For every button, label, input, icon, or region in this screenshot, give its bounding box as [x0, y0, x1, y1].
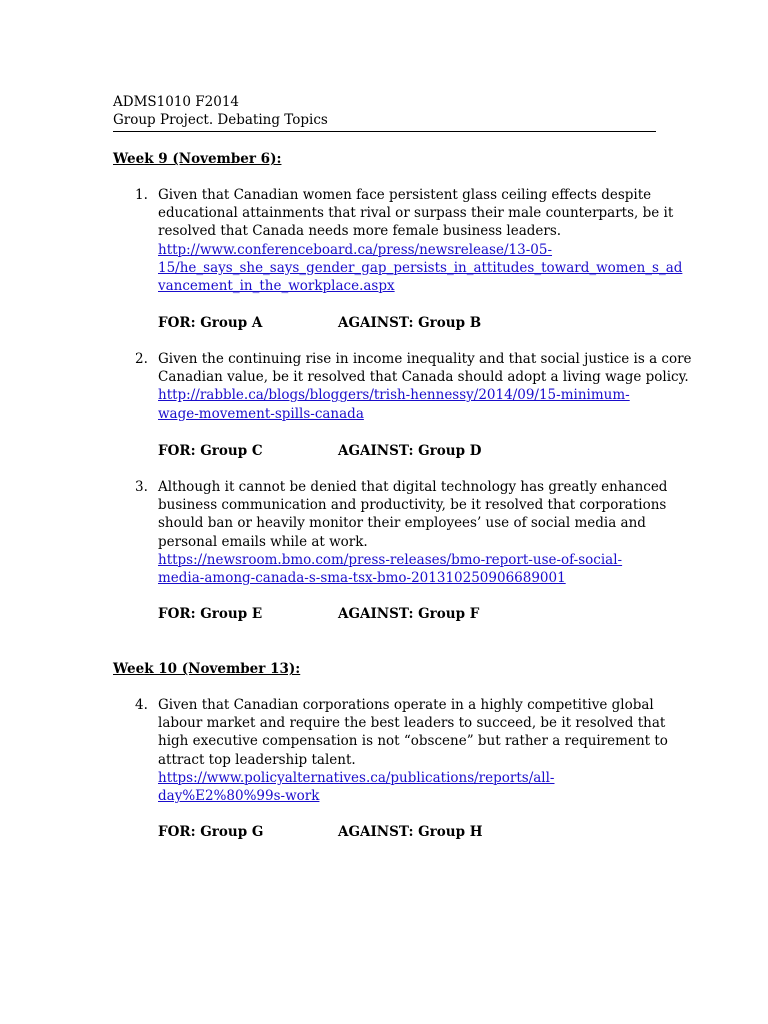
topic-text-line: should ban or heavily monitor their employees’ use of social media and	[158, 515, 646, 532]
topic-text-line: personal emails while at work.	[158, 533, 368, 550]
reference-link[interactable]: wage-movement-spills-canada	[158, 405, 364, 422]
topic-text-line: resolved that Canada needs more female business leaders.	[158, 223, 562, 240]
topic-number: 4.	[135, 697, 148, 713]
reference-link[interactable]: 15/he_says_she_says_gender_gap_persists_in_attitudes_toward_women_s_ad	[158, 259, 683, 276]
reference-link[interactable]: https://www.policyalternatives.ca/publications/reports/all-	[158, 769, 555, 786]
topic-text-line: educational attainments that rival or surpass their male counterparts, be it	[158, 205, 674, 222]
against-group: AGAINST: Group D	[338, 443, 482, 459]
reference-link[interactable]: day%E2%80%99s-work	[158, 788, 320, 805]
for-group: FOR: Group C	[158, 443, 263, 459]
topic-text-line: attract top leadership talent.	[158, 751, 356, 768]
topic-text-line: labour market and require the best leaders to succeed, be it resolved that	[158, 715, 666, 732]
for-group: FOR: Group G	[158, 824, 264, 840]
document-title: Group Project. Debating Topics	[113, 112, 328, 128]
reference-link[interactable]: media-among-canada-s-sma-tsx-bmo-201310250906689001	[158, 570, 566, 587]
group-assignment	[158, 314, 482, 332]
reference-link[interactable]: http://rabble.ca/blogs/bloggers/trish-hennessy/2014/09/15-minimum-	[158, 387, 630, 404]
topic-body	[158, 478, 673, 587]
topic-text-line: business communication and productivity, be it resolved that corporations	[158, 497, 667, 514]
course-code: ADMS1010 F2014	[113, 94, 240, 110]
topic-item	[113, 186, 683, 295]
topic-number: 1.	[135, 187, 148, 203]
topic-body	[158, 350, 692, 423]
week-heading: Week 10 (November 13):	[113, 661, 301, 677]
reference-link[interactable]: http://www.conferenceboard.ca/press/newsrelease/13-05-	[158, 241, 553, 258]
group-assignment	[158, 605, 480, 623]
topic-text-line: Given the continuing rise in income inequality and that social justice is a core	[158, 351, 692, 367]
reference-link[interactable]: vancement_in_the_workplace.aspx	[158, 278, 395, 295]
topic-text-line: Although it cannot be denied that digital technology has greatly enhanced	[158, 479, 668, 495]
topic-number: 3.	[135, 479, 148, 495]
group-assignment	[158, 442, 482, 460]
document-header	[113, 93, 656, 132]
reference-link[interactable]: https://newsroom.bmo.com/press-releases/bmo-report-use-of-social-	[158, 551, 623, 568]
topic-item	[113, 696, 673, 805]
for-group: FOR: Group A	[158, 315, 263, 331]
against-group: AGAINST: Group B	[338, 315, 482, 331]
topic-item	[113, 350, 692, 423]
week-heading: Week 9 (November 6):	[113, 151, 282, 167]
topic-text-line: Canadian value, be it resolved that Canada should adopt a living wage policy.	[158, 369, 689, 386]
topic-text-line: Given that Canadian women face persistent glass ceiling effects despite	[158, 187, 652, 203]
for-group: FOR: Group E	[158, 606, 263, 622]
topic-text-line: high executive compensation is not “obscene” but rather a requirement to	[158, 733, 668, 750]
topic-text-line: Given that Canadian corporations operate in a highly competitive global	[158, 697, 654, 713]
topic-body	[158, 186, 683, 295]
against-group: AGAINST: Group F	[338, 606, 480, 622]
topic-number: 2.	[135, 351, 148, 367]
topic-body	[158, 696, 673, 805]
topic-item	[113, 478, 673, 587]
group-assignment	[158, 823, 483, 841]
against-group: AGAINST: Group H	[338, 824, 483, 840]
